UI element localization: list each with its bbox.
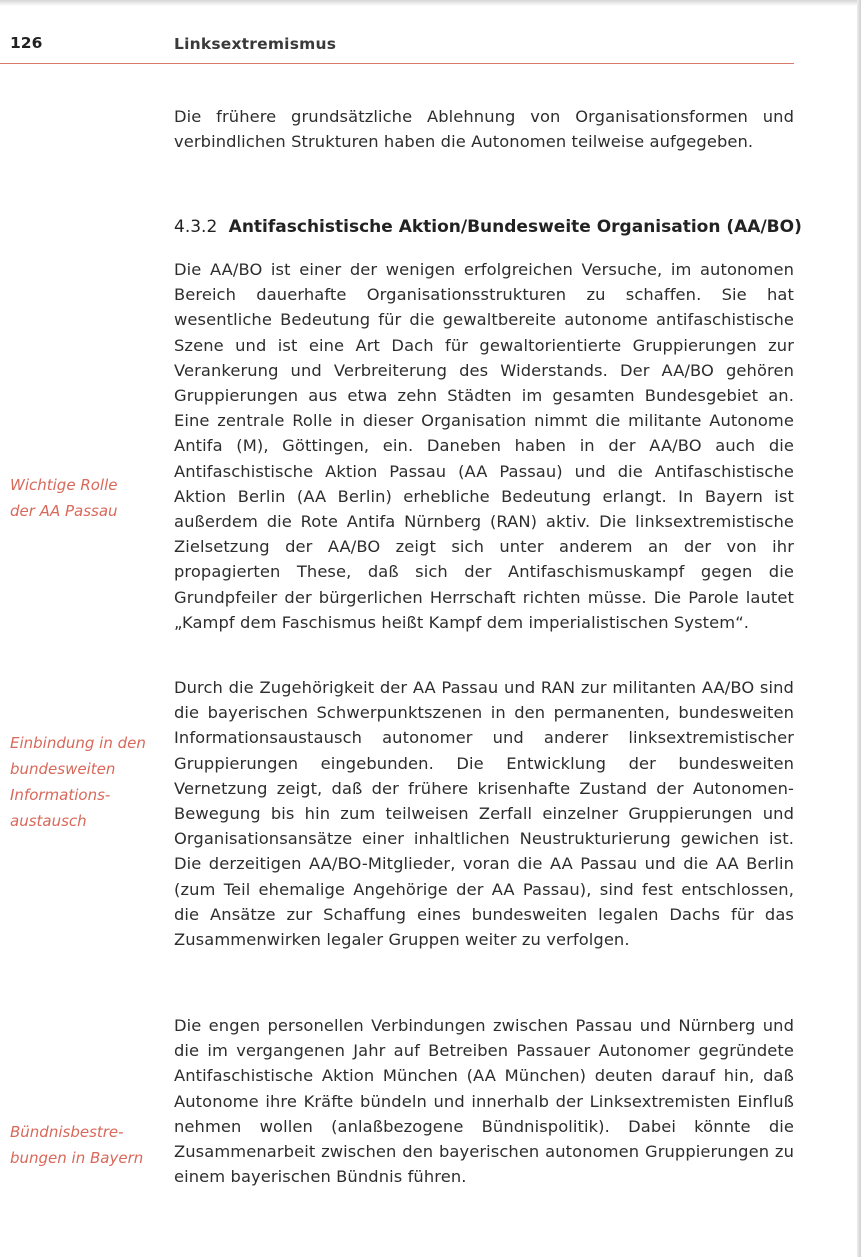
page-right-edge [857,0,861,1257]
body-paragraph-aabo: Die AA/BO ist einer der wenigen erfolgreichen Versuche, im autonomen Bereich dauerhafte Organisationsstrukturen zu schaffen. Sie hat wesentliche Bedeutung für die gewaltbereite autonome antifaschistische Szene und ist eine Art Dach für gewaltorientierte Gruppierungen zur Verankerung und Verbreiterung des Widerstands. Der AA/BO gehören Gruppierungen aus etwa zehn Städten im gesamten Bundesgebiet an. Eine zentrale Rolle in dieser Organisation nimmt die militante Autonome Antifa (M), Göttingen, ein. Daneben haben in der AA/BO auch die Antifaschistische Aktion Passau (AA Passau) und die Antifaschistische Aktion Berlin (AA Berlin) erhebliche Bedeutung erlangt. In Bayern ist außerdem die Rote Antifa Nürnberg (RAN) aktiv. Die linksextremistische Zielsetzung der AA/BO zeigt sich unter anderem an der von ihr propagierten These, daß sich der Antifaschismuskampf gegen die Grundpfeiler der bürgerlichen Herrschaft richten müsse. Die Parole lautet „Kampf dem Faschismus heißt Kampf dem imperialistischen System“. [174,260,794,632]
margin-note-line: Wichtige Rolle [10,476,118,494]
margin-note-line: bundesweiten [10,760,116,778]
body-paragraph-vernetzung: Durch die Zugehörigkeit der AA Passau und RAN zur militanten AA/BO sind die bayerischen Schwerpunktszenen in den permanenten, bundesweiten Informationsaustausch autonomer und anderer linksextremistischer Gruppierungen eingebunden. Die Entwicklung der bundesweiten Vernetzung zeigt, daß der frühere krisenhafte Zustand der Autonomen-Bewegung bis hin zum teilweisen Zerfall einzelner Gruppierungen und Organisationsansätze einer inhaltlichen Neustrukturierung gewichen ist. Die derzeitigen AA/BO-Mitglieder, voran die AA Passau und die AA Berlin (zum Teil ehemalige Angehörige der AA Passau), sind fest entschlossen, die Ansätze zur Schaffung eines bundesweiten legalen Dachs für das Zusammenwirken legaler Gruppen weiter zu verfolgen. [174,678,794,950]
margin-note-line: austausch [10,812,87,830]
margin-note-informationsaustausch [10,730,170,834]
margin-note-aa-passau [10,472,170,524]
header-rule [0,63,794,64]
margin-note-line: bungen in Bayern [10,1149,144,1167]
section-title: Antifaschistische Aktion/Bundesweite Organisation (AA/BO) [228,217,802,237]
running-title: Linksextremismus [174,35,337,53]
page-number: 126 [10,34,43,52]
body-paragraph-buendnis: Die engen personellen Verbindungen zwischen Passau und Nürnberg und die im vergangenen Jahr auf Betreiben Passauer Autonomer gegründete Antifaschistische Aktion München (AA München) deuten darauf hin, daß Autonome ihre Kräfte bündeln und innerhalb der Linksextremisten Einfluß nehmen wollen (anlaßbezogene Bündnispolitik). Dabei könnte die Zusammenarbeit zwischen den bayerischen autonomen Gruppierungen zu einem bayerischen Bündnis führen. [174,1016,794,1187]
intro-paragraph: Die frühere grundsätzliche Ablehnung von Organisationsformen und verbindlichen Strukturen haben die Autonomen teilweise aufgegeben. [174,107,794,152]
page-top-shadow [0,0,861,6]
section-number: 4.3.2 [174,217,218,237]
margin-note-line: Informations- [10,786,111,804]
margin-note-line: der AA Passau [10,502,118,520]
margin-note-line: Bündnisbestre- [10,1123,124,1141]
section-heading [174,217,814,237]
margin-note-buendnisbestrebungen [10,1119,170,1171]
margin-note-line: Einbindung in den [10,734,146,752]
